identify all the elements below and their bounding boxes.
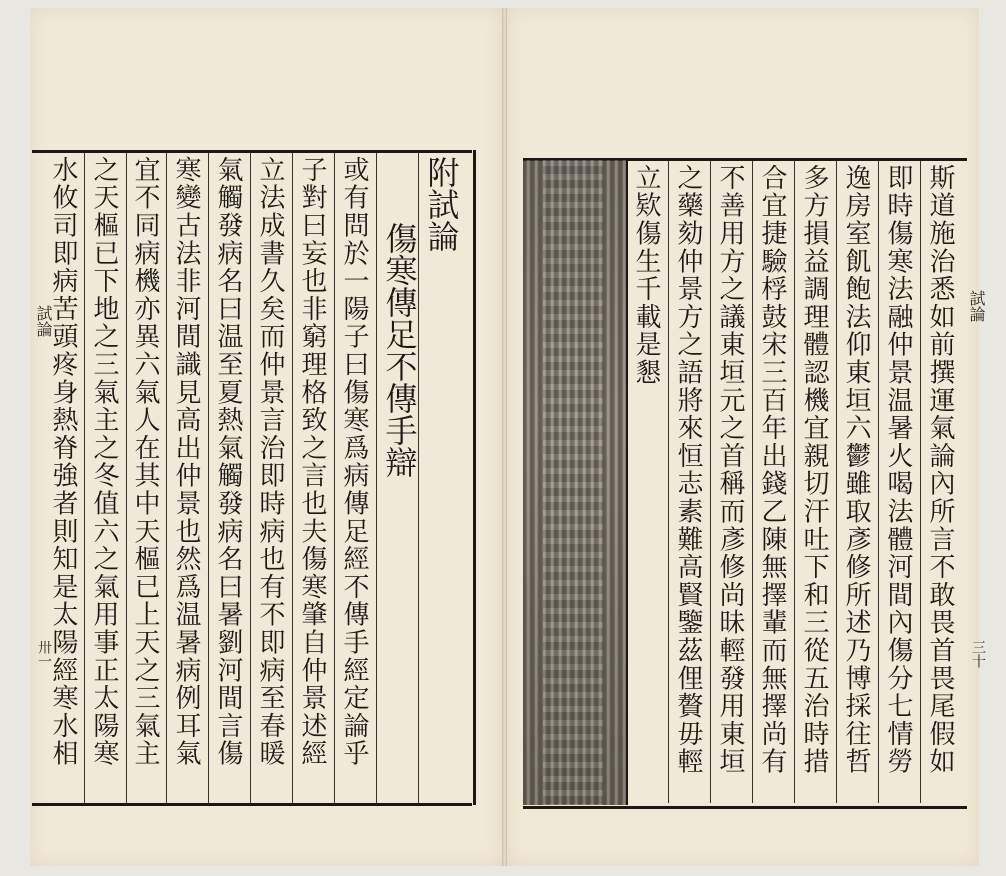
column-rule xyxy=(878,161,879,803)
column-rule xyxy=(208,153,209,803)
text-column-5: 合宜捷驗桴鼓宋三百年出錢乙陳無擇輩而無擇尚有 xyxy=(757,164,787,776)
text-column-1: 或有問於一陽子曰傷寒爲病傳足經不傳手經定論乎 xyxy=(339,156,369,768)
text-column-8: 立欵傷生千載是懇 xyxy=(631,164,661,387)
section-subtitle: 傷寒傳足不傳手辯 xyxy=(380,222,419,478)
column-rule xyxy=(84,153,85,803)
right-margin-label: 試論 xyxy=(967,290,986,322)
text-column-7: 之天樞已下地之三氣主之冬值六之氣用事正太陽寒 xyxy=(89,156,119,768)
text-column-3: 立法成書久矣而仲景言治即時病也有不即病至春暖 xyxy=(255,156,285,768)
text-column-3: 逸房室飢飽法仰東垣六鬱雖取彥修所述乃博採往哲 xyxy=(841,164,871,776)
column-rule xyxy=(920,161,921,803)
right-folio: 三十 xyxy=(970,640,986,668)
column-rule xyxy=(166,153,167,803)
column-rule xyxy=(710,161,711,803)
text-column-5: 寒變古法非河間識見高出仲景也然爲温暑病例耳氣 xyxy=(171,156,201,768)
column-rule xyxy=(752,161,753,803)
text-column-8: 水攸司即病苦頭疼身熱脊強者則知是太陽經寒水相 xyxy=(48,156,78,768)
column-rule xyxy=(250,153,251,803)
column-rule xyxy=(126,153,127,803)
text-column-1: 斯道施治悉如前撰運氣論內所言不敢畏首畏尾假如 xyxy=(925,164,955,776)
section-title: 附試論 xyxy=(422,156,461,252)
text-column-2: 子對曰妄也非窮理格致之言也夫傷寒肇自仲景述經 xyxy=(297,156,327,768)
column-rule xyxy=(836,161,837,803)
column-rule xyxy=(668,161,669,803)
text-column-6: 宜不同病機亦異六氣人在其中天樞已上天之三氣主 xyxy=(130,156,160,768)
column-rule xyxy=(626,160,628,805)
column-rule xyxy=(794,161,795,803)
left-folio: 卅一 xyxy=(36,640,52,668)
column-rule xyxy=(292,153,293,803)
text-column-4: 多方損益調理體認機宜親切汗吐下和三從五治時措 xyxy=(799,164,829,776)
left-margin-label: 試論 xyxy=(34,305,53,337)
text-column-4: 氣觸發病名曰温至夏熱氣觸發病名曰暑劉河間言傷 xyxy=(213,156,243,768)
text-column-2: 即時傷寒法融仲景温暑火喝法體河間內傷分七情勞 xyxy=(883,164,913,776)
column-rule xyxy=(376,153,377,803)
blank-inked-column xyxy=(523,160,628,805)
column-rule xyxy=(334,153,335,803)
left-frame-right-edge xyxy=(473,150,476,805)
text-column-6: 不善用方之議東垣元之首稱而彥修尚昧輕發用東垣 xyxy=(715,164,745,776)
text-column-7: 之藥劾仲景方之語將來恒志素難高賢鑒茲俚贅毋輕 xyxy=(673,164,703,776)
